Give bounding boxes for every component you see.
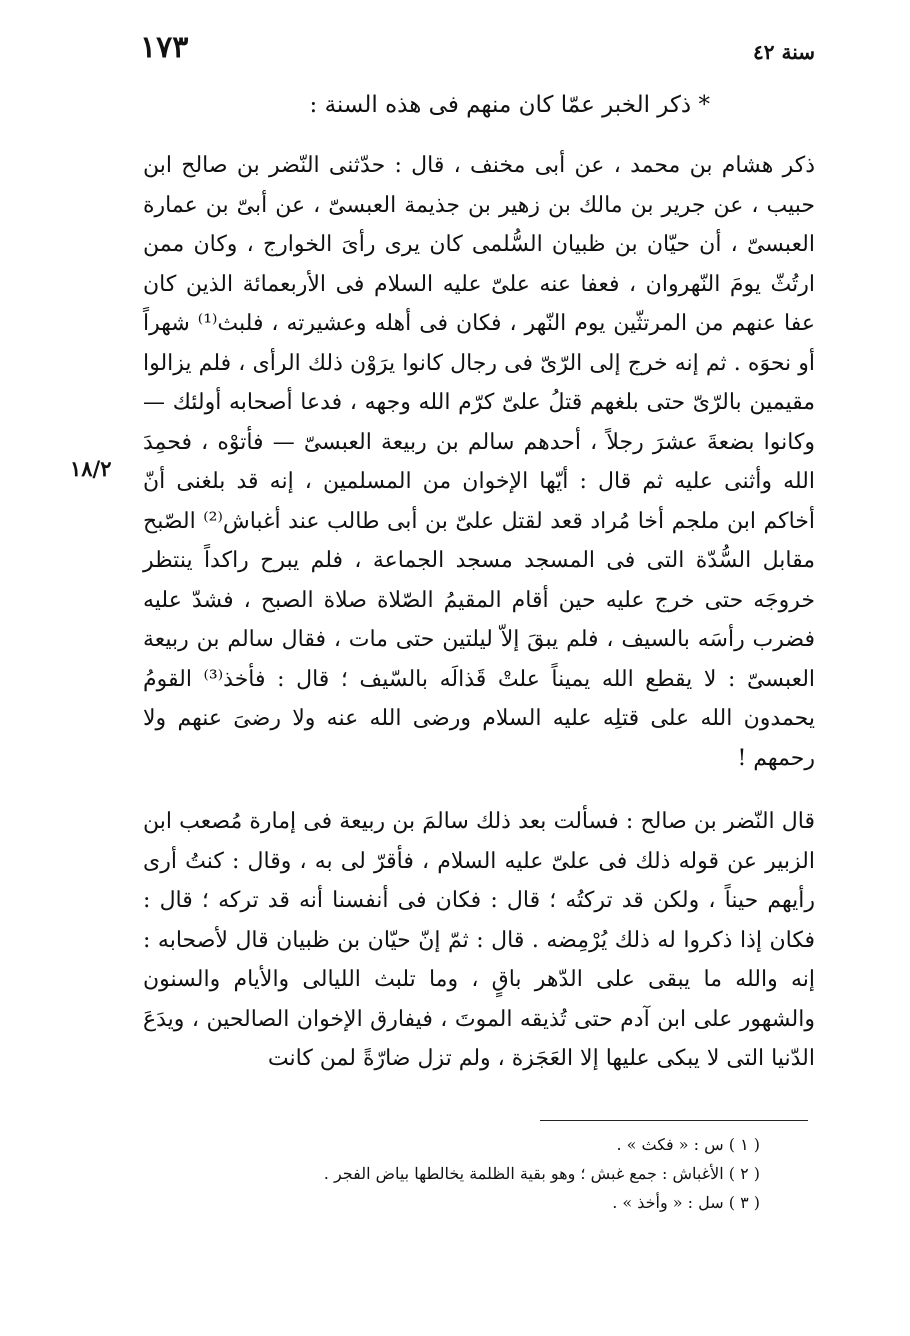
margin-reference-note: ١٨/٢ — [70, 456, 112, 481]
running-header-year: سنة ٤٢ — [753, 40, 815, 64]
footnote-divider — [540, 1120, 808, 1121]
footnotes — [200, 1130, 760, 1217]
body-paragraph-2: قال النّضر بن صالح : فسألت بعد ذلك سالمَ بن ربيعة فى إمارة مُصعب ابن الزبير عن قوله ذلك فى علىّ عليه السلام ، فأقرّ لى به ، وقال : كنتُ أرى رأيهم حيناً ، ولكن قد تركتُه ؛ قال : فكان فى أنفسنا أنه قد تركه ؛ قال : فكان إذا ذكروا له ذلك يُرْمِضه . قال : ثمّ إنّ حيّان بن ظبيان قال لأصحابه : إنه والله ما يبقى على الدّهر باقٍ ، وما تلبث الليالى والأيام والسنون والشهور على ابن آدم حتى تُذيقه الموتَ ، فيفارق الإخوان الصالحين ، ويدَعَ الدّنيا التى لا يبكى عليها إلا العَجَزة ، ولم تزل ضارّةً لمن كانت — [143, 809, 815, 1071]
footnote-3: ( ٣ ) سل : « وأخذ » . — [612, 1193, 760, 1212]
footnote-1: ( ١ ) س : « فكث » . — [616, 1135, 760, 1154]
section-heading: * ذكر الخبر عمّا كان منهم فى هذه السنة : — [309, 92, 710, 118]
body-paragraph-1: ذكر هشام بن محمد ، عن أبى مخنف ، قال : حدّثنى النّضر بن صالح ابن حبيب ، عن جرير بن مالك بن زهير بن جذيمة العبسىّ ، عن أبىّ بن عمارة العبسىّ ، أن حيّان بن ظبيان السُّلمى كان يرى رأىَ الخوارج ، وكان ممن ارتُثّ يومَ النّهروان ، فعفا عنه علىّ عليه السلام فى الأربعمائة الذين كان عفا عنهم من المرتثّين يوم النّهر ، فكان فى أهله وعشيرته ، فلبث⁽¹⁾ شهراً أو نحوَه . ثم إنه خرج إلى الرّىّ فى رجال كانوا يرَوْن ذلك الرأى ، فلم يزالوا مقيمين بالرّىّ حتى بلغهم قتلُ علىّ كرّم الله وجهه ، فدعا أصحابه أولئك — وكانوا بضعةَ عشرَ رجلاً ، أحدهم سالم بن ربيعة العبسىّ — فأتوْه ، فحمِدَ الله وأثنى عليه ثم قال : أيّها الإخوان من المسلمين ، إنه قد بلغنى أنّ أخاكم ابن ملجم أخا مُراد قعد لقتل علىّ بن أبى طالب عند أغباش⁽²⁾ الصّبح مقابل السُّدّة التى فى المسجد مسجد الجماعة ، فلم يبرح راكداً ينتظر خروجَه حتى خرج عليه حين أقام المقيمُ الصّلاة صلاة الصبح ، فشدّ عليه فضرب رأسَه بالسيف ، فلم يبقَ إلاّ ليلتين حتى مات ، فقال سالم بن ربيعة العبسىّ : لا يقطع الله يميناً علتْ قَذالَه بالسّيف ؛ قال : فأخذ⁽³⁾ القومُ يحمدون الله على قتلِه عليه السلام ورضى الله عنه ولا رضىَ عنهم ولا رحمهم ! — [143, 153, 816, 771]
footnote-2: ( ٢ ) الأغباش : جمع غبش ؛ وهو بقية الظلمة يخالطها بياض الفجر . — [323, 1164, 760, 1183]
page-number: ١٧٣ — [140, 30, 189, 65]
